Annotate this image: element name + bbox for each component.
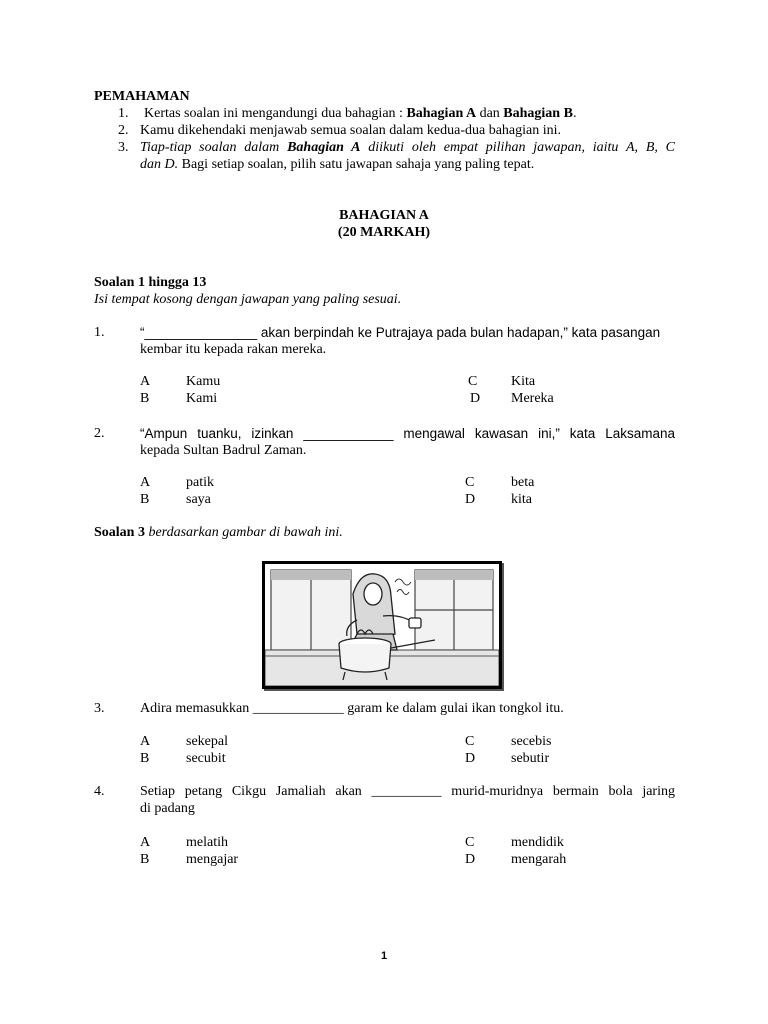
q1-option-d-letter: D (470, 391, 481, 406)
q3-option-a-letter: A (140, 734, 151, 749)
instruction-3-number: 3. (118, 140, 129, 155)
q1-option-b: Kami (186, 391, 218, 406)
section-title: BAHAGIAN A (339, 208, 429, 223)
q1-option-a: Kamu (186, 374, 221, 389)
q4-option-a-letter: A (140, 835, 151, 850)
q1-option-c: Kita (511, 374, 536, 389)
q3-option-c: secebis (511, 734, 552, 749)
q1-option-b-letter: B (140, 391, 150, 406)
group1-heading: Soalan 1 hingga 13 (94, 275, 207, 290)
q2-option-b: saya (186, 492, 211, 507)
q3-option-d-letter: D (465, 751, 476, 766)
q3-option-b: secubit (186, 751, 226, 766)
q2-option-c-letter: C (465, 475, 475, 490)
instruction-1: Kertas soalan ini mengandungi dua bahagian : Bahagian A dan Bahagian B. (144, 106, 577, 121)
q4-option-c-letter: C (465, 835, 475, 850)
question-4-text-cont: di padang (140, 801, 195, 816)
section-marks: (20 MARKAH) (337, 225, 431, 240)
woman-cooking-picture (265, 564, 499, 686)
q2-option-b-letter: B (140, 492, 150, 507)
q4-option-b-letter: B (140, 852, 150, 867)
instruction-1-number: 1. (118, 106, 129, 121)
question-2-number: 2. (94, 426, 105, 441)
instruction-3-line1: Tiap-tiap soalan dalam Bahagian A diikuti oleh empat pilihan jawapan, iaitu A, B, C (140, 140, 676, 155)
q3-option-d: sebutir (511, 751, 550, 766)
question-1-text: “_______________ akan berpindah ke Putrajaya pada bulan hadapan,” kata pasangan (140, 325, 661, 340)
question-2-text: “Ampun tuanku, izinkan ____________ mengawal kawasan ini,” kata Laksamana (140, 426, 675, 441)
q4-option-d-letter: D (465, 852, 476, 867)
cooking-illustration (262, 561, 502, 689)
q1-option-a-letter: A (140, 374, 151, 389)
question-1-number: 1. (94, 325, 105, 340)
group2-heading: Soalan 3 berdasarkan gambar di bawah ini. (94, 525, 343, 540)
q4-option-c: mendidik (511, 835, 564, 850)
page-number: 1 (380, 950, 388, 962)
q2-option-d: kita (511, 492, 532, 507)
q2-option-c: beta (511, 475, 535, 490)
q3-option-b-letter: B (140, 751, 150, 766)
q3-option-a: sekepal (186, 734, 228, 749)
instructions-heading: PEMAHAMAN (94, 89, 190, 104)
question-1-text-cont: kembar itu kepada rakan mereka. (140, 342, 327, 357)
q2-option-d-letter: D (465, 492, 476, 507)
q4-option-a: melatih (186, 835, 228, 850)
q4-option-d: mengarah (511, 852, 567, 867)
group1-instruction: Isi tempat kosong dengan jawapan yang paling sesuai. (94, 292, 402, 307)
q2-option-a: patik (186, 475, 214, 490)
question-3-number: 3. (94, 701, 105, 716)
q1-option-d: Mereka (511, 391, 554, 406)
q1-option-c-letter: C (468, 374, 478, 389)
q3-option-c-letter: C (465, 734, 475, 749)
question-4-text: Setiap petang Cikgu Jamaliah akan __________ murid-muridnya bermain bola jaring (140, 784, 675, 799)
question-3-text: Adira memasukkan _____________ garam ke dalam gulai ikan tongkol itu. (140, 701, 564, 716)
q4-option-b: mengajar (186, 852, 239, 867)
q2-option-a-letter: A (140, 475, 151, 490)
instruction-2: Kamu dikehendaki menjawab semua soalan dalam kedua-dua bahagian ini. (140, 123, 562, 138)
question-4-number: 4. (94, 784, 105, 799)
instruction-2-number: 2. (118, 123, 129, 138)
question-2-text-cont: kepada Sultan Badrul Zaman. (140, 443, 307, 458)
instruction-3-line2: dan D. Bagi setiap soalan, pilih satu jawapan sahaja yang paling tepat. (140, 157, 535, 172)
